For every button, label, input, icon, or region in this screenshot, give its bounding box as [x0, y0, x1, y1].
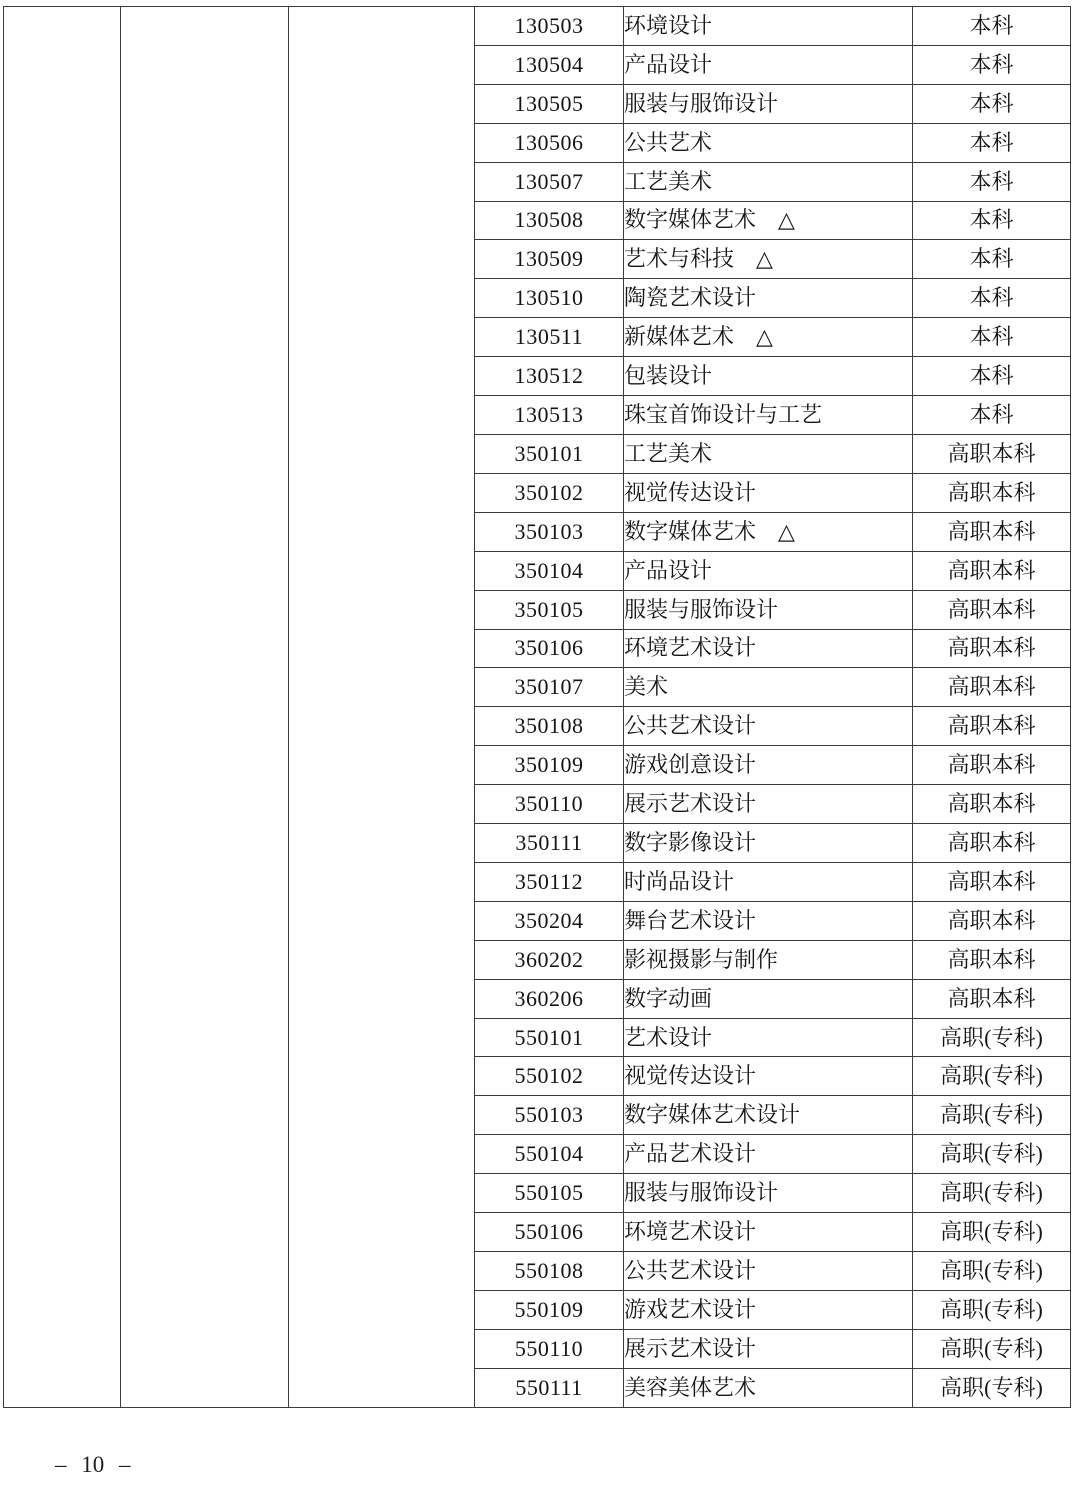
education-level-cell: 高职本科: [913, 629, 1071, 668]
major-code-cell: 130505: [475, 84, 624, 123]
major-code-cell: 350103: [475, 512, 624, 551]
major-code-cell: 550109: [475, 1290, 624, 1329]
major-name-cell: 美术: [624, 668, 913, 707]
major-name-cell: 公共艺术设计: [624, 1252, 913, 1291]
major-code-cell: 350110: [475, 785, 624, 824]
education-level-cell: 本科: [913, 201, 1071, 240]
major-name-cell: 环境艺术设计: [624, 1213, 913, 1252]
major-code-cell: 130504: [475, 45, 624, 84]
major-code-cell: 350204: [475, 901, 624, 940]
education-level-cell: 高职(专科): [913, 1290, 1071, 1329]
empty-spanning-cell: [289, 7, 475, 1408]
major-name-cell: 公共艺术: [624, 123, 913, 162]
major-name-cell: 美容美体艺术: [624, 1368, 913, 1407]
major-code-cell: 360202: [475, 940, 624, 979]
education-level-cell: 本科: [913, 318, 1071, 357]
major-code-cell: 550104: [475, 1135, 624, 1174]
major-code-cell: 350112: [475, 862, 624, 901]
major-name-cell: 新媒体艺术 △: [624, 318, 913, 357]
education-level-cell: 高职本科: [913, 590, 1071, 629]
major-name-cell: 服装与服饰设计: [624, 84, 913, 123]
education-level-cell: 高职本科: [913, 551, 1071, 590]
major-name-cell: 展示艺术设计: [624, 785, 913, 824]
education-level-cell: 高职本科: [913, 512, 1071, 551]
major-code-cell: 350111: [475, 824, 624, 863]
education-level-cell: 本科: [913, 396, 1071, 435]
major-code-cell: 130507: [475, 162, 624, 201]
major-name-cell: 陶瓷艺术设计: [624, 279, 913, 318]
major-code-cell: 130512: [475, 357, 624, 396]
major-name-cell: 数字影像设计: [624, 824, 913, 863]
education-level-cell: 本科: [913, 279, 1071, 318]
education-level-cell: 本科: [913, 162, 1071, 201]
major-name-cell: 工艺美术: [624, 162, 913, 201]
empty-spanning-cell: [121, 7, 289, 1408]
major-name-cell: 影视摄影与制作: [624, 940, 913, 979]
major-name-cell: 产品设计: [624, 45, 913, 84]
major-code-cell: 350105: [475, 590, 624, 629]
major-code-cell: 130508: [475, 201, 624, 240]
major-name-cell: 视觉传达设计: [624, 1057, 913, 1096]
education-level-cell: 高职(专科): [913, 1174, 1071, 1213]
major-name-cell: 珠宝首饰设计与工艺: [624, 396, 913, 435]
education-level-cell: 本科: [913, 7, 1071, 46]
education-level-cell: 高职本科: [913, 668, 1071, 707]
major-catalog-table: [3, 6, 1071, 1408]
major-name-cell: 数字媒体艺术 △: [624, 512, 913, 551]
major-code-cell: 350107: [475, 668, 624, 707]
major-code-cell: 130511: [475, 318, 624, 357]
education-level-cell: 高职本科: [913, 785, 1071, 824]
major-name-cell: 数字媒体艺术 △: [624, 201, 913, 240]
major-name-cell: 艺术与科技 △: [624, 240, 913, 279]
major-name-cell: 数字媒体艺术设计: [624, 1096, 913, 1135]
major-code-cell: 350104: [475, 551, 624, 590]
major-name-cell: 视觉传达设计: [624, 473, 913, 512]
major-name-cell: 包装设计: [624, 357, 913, 396]
major-name-cell: 工艺美术: [624, 434, 913, 473]
major-code-cell: 550106: [475, 1213, 624, 1252]
education-level-cell: 高职本科: [913, 434, 1071, 473]
education-level-cell: 高职本科: [913, 473, 1071, 512]
education-level-cell: 高职本科: [913, 940, 1071, 979]
major-code-cell: 130506: [475, 123, 624, 162]
education-level-cell: 高职(专科): [913, 1096, 1071, 1135]
major-code-cell: 130510: [475, 279, 624, 318]
major-code-cell: 130509: [475, 240, 624, 279]
education-level-cell: 高职本科: [913, 707, 1071, 746]
major-name-cell: 产品设计: [624, 551, 913, 590]
major-code-cell: 130513: [475, 396, 624, 435]
education-level-cell: 本科: [913, 45, 1071, 84]
education-level-cell: 高职(专科): [913, 1329, 1071, 1368]
major-name-cell: 环境设计: [624, 7, 913, 46]
major-code-cell: 350108: [475, 707, 624, 746]
education-level-cell: 本科: [913, 240, 1071, 279]
education-level-cell: 高职本科: [913, 901, 1071, 940]
major-name-cell: 服装与服饰设计: [624, 590, 913, 629]
education-level-cell: 高职(专科): [913, 1018, 1071, 1057]
major-code-cell: 350106: [475, 629, 624, 668]
major-code-cell: 350102: [475, 473, 624, 512]
education-level-cell: 本科: [913, 84, 1071, 123]
major-name-cell: 舞台艺术设计: [624, 901, 913, 940]
major-code-cell: 550101: [475, 1018, 624, 1057]
major-name-cell: 公共艺术设计: [624, 707, 913, 746]
education-level-cell: 高职(专科): [913, 1057, 1071, 1096]
major-name-cell: 时尚品设计: [624, 862, 913, 901]
major-name-cell: 艺术设计: [624, 1018, 913, 1057]
empty-spanning-cell: [4, 7, 121, 1408]
table-row: [4, 7, 1071, 46]
major-name-cell: 环境艺术设计: [624, 629, 913, 668]
education-level-cell: 高职(专科): [913, 1252, 1071, 1291]
major-code-cell: 130503: [475, 7, 624, 46]
major-code-cell: 550108: [475, 1252, 624, 1291]
education-level-cell: 高职(专科): [913, 1368, 1071, 1407]
major-name-cell: 游戏创意设计: [624, 746, 913, 785]
major-code-cell: 360206: [475, 979, 624, 1018]
education-level-cell: 高职本科: [913, 862, 1071, 901]
education-level-cell: 高职本科: [913, 746, 1071, 785]
major-code-cell: 350101: [475, 434, 624, 473]
major-name-cell: 产品艺术设计: [624, 1135, 913, 1174]
education-level-cell: 高职(专科): [913, 1135, 1071, 1174]
major-code-cell: 550102: [475, 1057, 624, 1096]
education-level-cell: 高职本科: [913, 979, 1071, 1018]
major-code-cell: 550103: [475, 1096, 624, 1135]
education-level-cell: 高职本科: [913, 824, 1071, 863]
education-level-cell: 高职(专科): [913, 1213, 1071, 1252]
major-code-cell: 550111: [475, 1368, 624, 1407]
page-number: – 10 –: [55, 1452, 131, 1477]
major-name-cell: 服装与服饰设计: [624, 1174, 913, 1213]
education-level-cell: 本科: [913, 123, 1071, 162]
major-name-cell: 数字动画: [624, 979, 913, 1018]
major-name-cell: 展示艺术设计: [624, 1329, 913, 1368]
education-level-cell: 本科: [913, 357, 1071, 396]
major-name-cell: 游戏艺术设计: [624, 1290, 913, 1329]
major-code-cell: 550110: [475, 1329, 624, 1368]
major-code-cell: 350109: [475, 746, 624, 785]
major-code-cell: 550105: [475, 1174, 624, 1213]
